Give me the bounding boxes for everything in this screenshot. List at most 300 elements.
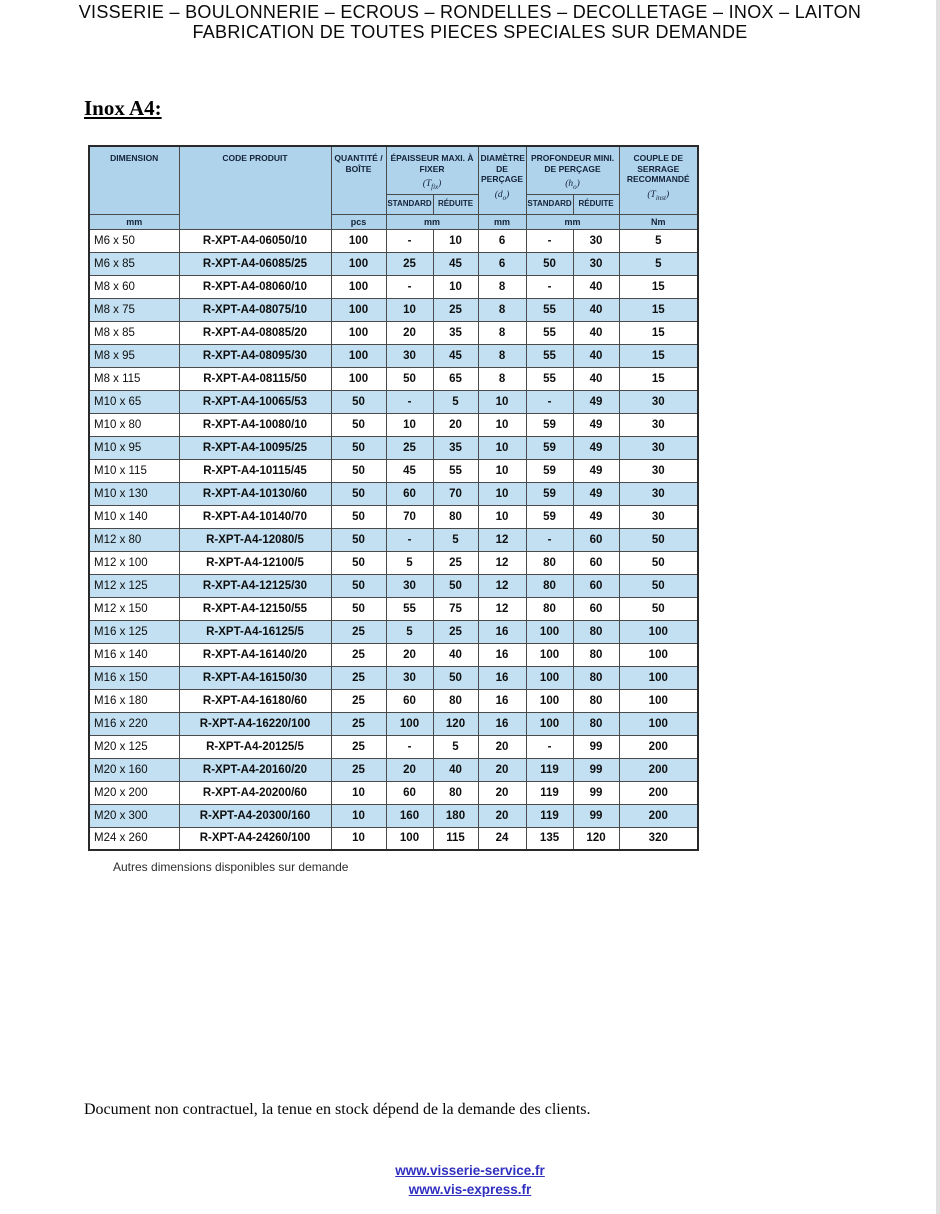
cell-torque: 320 <box>619 827 698 850</box>
cell-dia: 10 <box>478 505 526 528</box>
cell-torque: 200 <box>619 804 698 827</box>
document-header-line1: VISSERIE – BOULONNERIE – ECROUS – RONDELLES – DECOLLETAGE – INOX – LAITON <box>78 2 862 22</box>
cell-torque: 100 <box>619 689 698 712</box>
subheader-depth-standard: STANDARD <box>526 194 573 214</box>
cell-dimension: M10 x 130 <box>89 482 179 505</box>
cell-torque: 15 <box>619 367 698 390</box>
cell-code: R-XPT-A4-20125/5 <box>179 735 331 758</box>
cell-depth-std: 135 <box>526 827 573 850</box>
cell-fix-std: - <box>386 528 433 551</box>
table-row <box>89 574 698 597</box>
table-row <box>89 735 698 758</box>
cell-depth-red: 30 <box>573 252 619 275</box>
cell-fix-red: 75 <box>433 597 478 620</box>
cell-fix-red: 5 <box>433 390 478 413</box>
cell-code: R-XPT-A4-16220/100 <box>179 712 331 735</box>
cell-depth-red: 49 <box>573 482 619 505</box>
cell-depth-red: 80 <box>573 712 619 735</box>
unit-torque: Nm <box>619 214 698 229</box>
cell-code: R-XPT-A4-10140/70 <box>179 505 331 528</box>
cell-qty: 50 <box>331 528 386 551</box>
cell-qty: 25 <box>331 712 386 735</box>
cell-fix-red: 10 <box>433 275 478 298</box>
table-row <box>89 781 698 804</box>
cell-dia: 20 <box>478 781 526 804</box>
cell-torque: 30 <box>619 413 698 436</box>
cell-dimension: M8 x 75 <box>89 298 179 321</box>
cell-dimension: M10 x 140 <box>89 505 179 528</box>
table-row <box>89 505 698 528</box>
cell-depth-std: 119 <box>526 758 573 781</box>
footer-links <box>0 1161 940 1199</box>
table-row <box>89 459 698 482</box>
table-row <box>89 804 698 827</box>
subheader-thickness-reduced: RÉDUITE <box>433 194 478 214</box>
cell-code: R-XPT-A4-08075/10 <box>179 298 331 321</box>
cell-depth-std: 55 <box>526 344 573 367</box>
cell-code: R-XPT-A4-16150/30 <box>179 666 331 689</box>
cell-code: R-XPT-A4-20300/160 <box>179 804 331 827</box>
cell-torque: 30 <box>619 459 698 482</box>
cell-code: R-XPT-A4-10095/25 <box>179 436 331 459</box>
cell-fix-std: 25 <box>386 436 433 459</box>
table-row <box>89 275 698 298</box>
cell-fix-std: 10 <box>386 298 433 321</box>
table-row <box>89 597 698 620</box>
cell-depth-red: 60 <box>573 528 619 551</box>
cell-fix-red: 25 <box>433 298 478 321</box>
cell-dimension: M8 x 85 <box>89 321 179 344</box>
cell-fix-std: 60 <box>386 482 433 505</box>
cell-depth-red: 40 <box>573 298 619 321</box>
cell-depth-std: - <box>526 229 573 252</box>
cell-depth-red: 60 <box>573 551 619 574</box>
cell-dia: 10 <box>478 390 526 413</box>
cell-code: R-XPT-A4-06050/10 <box>179 229 331 252</box>
cell-dia: 10 <box>478 482 526 505</box>
cell-depth-std: 59 <box>526 505 573 528</box>
scan-edge-artifact <box>936 0 940 1214</box>
cell-qty: 100 <box>331 275 386 298</box>
cell-dimension: M16 x 180 <box>89 689 179 712</box>
cell-qty: 100 <box>331 321 386 344</box>
cell-dimension: M8 x 95 <box>89 344 179 367</box>
cell-fix-std: 45 <box>386 459 433 482</box>
table-row <box>89 551 698 574</box>
cell-qty: 25 <box>331 689 386 712</box>
torque-symbol: $(T_{inst})$ <box>647 189 670 202</box>
cell-torque: 30 <box>619 482 698 505</box>
cell-torque: 15 <box>619 344 698 367</box>
cell-depth-std: - <box>526 735 573 758</box>
cell-code: R-XPT-A4-10065/53 <box>179 390 331 413</box>
cell-fix-red: 50 <box>433 574 478 597</box>
cell-dia: 10 <box>478 459 526 482</box>
table-row <box>89 528 698 551</box>
cell-dimension: M10 x 95 <box>89 436 179 459</box>
thickness-symbol: $(T_{fix})$ <box>422 179 442 192</box>
cell-dia: 16 <box>478 689 526 712</box>
cell-depth-std: 55 <box>526 321 573 344</box>
cell-fix-std: 5 <box>386 551 433 574</box>
link-vis-express[interactable]: www.vis-express.fr <box>408 1182 532 1197</box>
cell-dia: 8 <box>478 275 526 298</box>
cell-dimension: M12 x 125 <box>89 574 179 597</box>
cell-fix-std: 100 <box>386 712 433 735</box>
cell-qty: 100 <box>331 344 386 367</box>
unit-diameter: mm <box>478 214 526 229</box>
table-row <box>89 390 698 413</box>
cell-dimension: M10 x 80 <box>89 413 179 436</box>
cell-fix-std: - <box>386 390 433 413</box>
cell-dia: 12 <box>478 528 526 551</box>
cell-fix-std: 20 <box>386 321 433 344</box>
cell-torque: 100 <box>619 620 698 643</box>
cell-code: R-XPT-A4-12080/5 <box>179 528 331 551</box>
cell-qty: 25 <box>331 758 386 781</box>
cell-fix-std: 30 <box>386 666 433 689</box>
diameter-symbol: $(d_o)$ <box>494 189 510 202</box>
cell-fix-red: 55 <box>433 459 478 482</box>
cell-fix-std: 10 <box>386 413 433 436</box>
cell-depth-std: 100 <box>526 689 573 712</box>
cell-depth-std: 100 <box>526 712 573 735</box>
cell-dimension: M10 x 65 <box>89 390 179 413</box>
cell-depth-red: 49 <box>573 459 619 482</box>
cell-fix-std: 25 <box>386 252 433 275</box>
cell-fix-red: 50 <box>433 666 478 689</box>
cell-depth-red: 40 <box>573 367 619 390</box>
cell-code: R-XPT-A4-12100/5 <box>179 551 331 574</box>
col-header-thickness: ÉPAISSEUR MAXI. À FIXER $(T_{fix})$ <box>386 146 478 194</box>
col-header-dimension: DIMENSION <box>89 146 179 214</box>
cell-torque: 30 <box>619 390 698 413</box>
cell-depth-red: 40 <box>573 321 619 344</box>
col-header-code: CODE PRODUIT <box>179 146 331 229</box>
table-row <box>89 321 698 344</box>
cell-fix-std: 100 <box>386 827 433 850</box>
cell-dia: 8 <box>478 367 526 390</box>
cell-fix-red: 5 <box>433 735 478 758</box>
cell-depth-red: 80 <box>573 620 619 643</box>
cell-code: R-XPT-A4-20160/20 <box>179 758 331 781</box>
table-row <box>89 689 698 712</box>
cell-qty: 10 <box>331 804 386 827</box>
col-header-diameter: DIAMÈTRE DE PERÇAGE $(d_o)$ <box>478 146 526 214</box>
cell-fix-red: 5 <box>433 528 478 551</box>
cell-qty: 50 <box>331 482 386 505</box>
cell-fix-red: 80 <box>433 689 478 712</box>
cell-depth-std: 100 <box>526 643 573 666</box>
cell-torque: 200 <box>619 758 698 781</box>
cell-fix-std: 50 <box>386 367 433 390</box>
cell-code: R-XPT-A4-16180/60 <box>179 689 331 712</box>
cell-fix-red: 20 <box>433 413 478 436</box>
cell-qty: 100 <box>331 367 386 390</box>
table-row <box>89 229 698 252</box>
cell-dia: 8 <box>478 344 526 367</box>
cell-dia: 20 <box>478 758 526 781</box>
cell-depth-std: 59 <box>526 482 573 505</box>
cell-depth-red: 99 <box>573 781 619 804</box>
cell-qty: 25 <box>331 643 386 666</box>
cell-depth-red: 120 <box>573 827 619 850</box>
cell-code: R-XPT-A4-16125/5 <box>179 620 331 643</box>
cell-dimension: M8 x 60 <box>89 275 179 298</box>
cell-qty: 10 <box>331 781 386 804</box>
section-title: Inox A4: <box>84 96 162 120</box>
cell-qty: 50 <box>331 413 386 436</box>
cell-torque: 50 <box>619 528 698 551</box>
cell-depth-std: 119 <box>526 781 573 804</box>
cell-code: R-XPT-A4-20200/60 <box>179 781 331 804</box>
cell-fix-red: 120 <box>433 712 478 735</box>
cell-dia: 16 <box>478 712 526 735</box>
cell-depth-std: 55 <box>526 367 573 390</box>
document-header <box>0 2 940 42</box>
subheader-thickness-standard: STANDARD <box>386 194 433 214</box>
unit-thickness: mm <box>386 214 478 229</box>
cell-fix-red: 180 <box>433 804 478 827</box>
cell-depth-std: 50 <box>526 252 573 275</box>
cell-dia: 16 <box>478 666 526 689</box>
cell-depth-std: - <box>526 528 573 551</box>
table-row <box>89 252 698 275</box>
cell-dimension: M12 x 150 <box>89 597 179 620</box>
cell-depth-std: 119 <box>526 804 573 827</box>
cell-code: R-XPT-A4-08085/20 <box>179 321 331 344</box>
cell-fix-std: 60 <box>386 689 433 712</box>
cell-fix-red: 45 <box>433 344 478 367</box>
cell-depth-red: 40 <box>573 344 619 367</box>
cell-fix-red: 35 <box>433 321 478 344</box>
cell-depth-red: 80 <box>573 666 619 689</box>
document-header-line2: FABRICATION DE TOUTES PIECES SPECIALES SUR DEMANDE <box>192 22 748 42</box>
cell-depth-std: 55 <box>526 298 573 321</box>
cell-qty: 100 <box>331 252 386 275</box>
cell-torque: 100 <box>619 712 698 735</box>
cell-fix-std: 30 <box>386 574 433 597</box>
table-header <box>89 146 698 229</box>
cell-fix-std: 20 <box>386 643 433 666</box>
cell-depth-red: 49 <box>573 436 619 459</box>
cell-qty: 50 <box>331 574 386 597</box>
cell-fix-red: 70 <box>433 482 478 505</box>
link-visserie-service[interactable]: www.visserie-service.fr <box>395 1163 545 1178</box>
cell-depth-std: - <box>526 275 573 298</box>
table-row <box>89 758 698 781</box>
cell-torque: 15 <box>619 298 698 321</box>
cell-torque: 50 <box>619 574 698 597</box>
table-row <box>89 413 698 436</box>
cell-fix-std: 160 <box>386 804 433 827</box>
cell-fix-std: - <box>386 735 433 758</box>
cell-dia: 12 <box>478 597 526 620</box>
cell-code: R-XPT-A4-12150/55 <box>179 597 331 620</box>
cell-depth-red: 80 <box>573 643 619 666</box>
cell-qty: 10 <box>331 827 386 850</box>
cell-depth-red: 60 <box>573 597 619 620</box>
col-header-depth: PROFONDEUR MINI. DE PERÇAGE $(h_o)$ <box>526 146 619 194</box>
table-row <box>89 344 698 367</box>
cell-dimension: M10 x 115 <box>89 459 179 482</box>
cell-torque: 30 <box>619 505 698 528</box>
cell-code: R-XPT-A4-24260/100 <box>179 827 331 850</box>
cell-fix-red: 80 <box>433 505 478 528</box>
cell-depth-red: 49 <box>573 413 619 436</box>
cell-fix-std: 5 <box>386 620 433 643</box>
cell-dimension: M20 x 125 <box>89 735 179 758</box>
cell-dimension: M6 x 85 <box>89 252 179 275</box>
cell-qty: 50 <box>331 505 386 528</box>
cell-depth-std: 80 <box>526 597 573 620</box>
cell-depth-red: 99 <box>573 758 619 781</box>
cell-qty: 100 <box>331 298 386 321</box>
cell-dia: 20 <box>478 804 526 827</box>
cell-depth-std: - <box>526 390 573 413</box>
cell-depth-red: 40 <box>573 275 619 298</box>
cell-qty: 50 <box>331 597 386 620</box>
table-row <box>89 482 698 505</box>
cell-torque: 200 <box>619 781 698 804</box>
cell-qty: 50 <box>331 390 386 413</box>
table-note: Autres dimensions disponibles sur demande <box>113 860 349 874</box>
cell-dimension: M20 x 200 <box>89 781 179 804</box>
cell-torque: 15 <box>619 321 698 344</box>
table-row <box>89 712 698 735</box>
cell-dia: 16 <box>478 620 526 643</box>
cell-dia: 10 <box>478 413 526 436</box>
cell-fix-std: 30 <box>386 344 433 367</box>
cell-qty: 50 <box>331 551 386 574</box>
cell-fix-std: 60 <box>386 781 433 804</box>
cell-depth-red: 99 <box>573 804 619 827</box>
cell-torque: 15 <box>619 275 698 298</box>
cell-fix-red: 115 <box>433 827 478 850</box>
cell-dimension: M24 x 260 <box>89 827 179 850</box>
cell-qty: 25 <box>331 666 386 689</box>
cell-dia: 12 <box>478 574 526 597</box>
cell-fix-red: 10 <box>433 229 478 252</box>
cell-dimension: M6 x 50 <box>89 229 179 252</box>
cell-torque: 100 <box>619 643 698 666</box>
cell-qty: 50 <box>331 459 386 482</box>
cell-fix-std: 20 <box>386 758 433 781</box>
cell-dimension: M20 x 300 <box>89 804 179 827</box>
cell-depth-red: 99 <box>573 735 619 758</box>
cell-fix-std: 55 <box>386 597 433 620</box>
cell-dia: 6 <box>478 229 526 252</box>
cell-fix-red: 65 <box>433 367 478 390</box>
cell-depth-std: 100 <box>526 666 573 689</box>
cell-torque: 5 <box>619 229 698 252</box>
cell-code: R-XPT-A4-08060/10 <box>179 275 331 298</box>
cell-dia: 12 <box>478 551 526 574</box>
cell-dimension: M12 x 100 <box>89 551 179 574</box>
cell-dia: 8 <box>478 321 526 344</box>
cell-fix-std: 70 <box>386 505 433 528</box>
cell-dimension: M20 x 160 <box>89 758 179 781</box>
col-header-torque: COUPLE DE SERRAGE RECOMMANDÉ $(T_{inst})$ <box>619 146 698 214</box>
cell-dia: 20 <box>478 735 526 758</box>
disclaimer-text: Document non contractuel, la tenue en stock dépend de la demande des clients. <box>84 1101 591 1118</box>
cell-code: R-XPT-A4-10130/60 <box>179 482 331 505</box>
cell-fix-std: - <box>386 275 433 298</box>
cell-depth-red: 49 <box>573 505 619 528</box>
table-row <box>89 827 698 850</box>
cell-dia: 10 <box>478 436 526 459</box>
cell-depth-std: 80 <box>526 551 573 574</box>
product-table <box>88 145 699 851</box>
table-row <box>89 298 698 321</box>
table-row <box>89 367 698 390</box>
table-row <box>89 436 698 459</box>
cell-code: R-XPT-A4-10080/10 <box>179 413 331 436</box>
cell-dia: 16 <box>478 643 526 666</box>
cell-torque: 50 <box>619 551 698 574</box>
cell-torque: 5 <box>619 252 698 275</box>
cell-depth-std: 59 <box>526 413 573 436</box>
cell-code: R-XPT-A4-16140/20 <box>179 643 331 666</box>
cell-code: R-XPT-A4-08095/30 <box>179 344 331 367</box>
cell-torque: 30 <box>619 436 698 459</box>
cell-fix-red: 25 <box>433 620 478 643</box>
table-row <box>89 620 698 643</box>
cell-dimension: M12 x 80 <box>89 528 179 551</box>
cell-fix-red: 40 <box>433 758 478 781</box>
cell-code: R-XPT-A4-12125/30 <box>179 574 331 597</box>
cell-torque: 100 <box>619 666 698 689</box>
unit-dimension: mm <box>89 214 179 229</box>
unit-depth: mm <box>526 214 619 229</box>
cell-dia: 6 <box>478 252 526 275</box>
table-row <box>89 666 698 689</box>
cell-depth-red: 30 <box>573 229 619 252</box>
cell-code: R-XPT-A4-06085/25 <box>179 252 331 275</box>
cell-qty: 25 <box>331 735 386 758</box>
cell-depth-std: 59 <box>526 459 573 482</box>
table-row <box>89 643 698 666</box>
cell-dimension: M16 x 220 <box>89 712 179 735</box>
cell-dimension: M8 x 115 <box>89 367 179 390</box>
cell-depth-red: 80 <box>573 689 619 712</box>
cell-fix-std: - <box>386 229 433 252</box>
cell-torque: 200 <box>619 735 698 758</box>
cell-fix-red: 45 <box>433 252 478 275</box>
unit-quantity: pcs <box>331 214 386 229</box>
cell-code: R-XPT-A4-08115/50 <box>179 367 331 390</box>
cell-dia: 24 <box>478 827 526 850</box>
cell-dimension: M16 x 140 <box>89 643 179 666</box>
cell-torque: 50 <box>619 597 698 620</box>
cell-depth-std: 59 <box>526 436 573 459</box>
cell-code: R-XPT-A4-10115/45 <box>179 459 331 482</box>
subheader-depth-reduced: RÉDUITE <box>573 194 619 214</box>
cell-fix-red: 35 <box>433 436 478 459</box>
table-body <box>89 229 698 850</box>
cell-qty: 100 <box>331 229 386 252</box>
cell-depth-red: 49 <box>573 390 619 413</box>
cell-depth-std: 100 <box>526 620 573 643</box>
cell-dimension: M16 x 150 <box>89 666 179 689</box>
cell-depth-std: 80 <box>526 574 573 597</box>
cell-qty: 25 <box>331 620 386 643</box>
cell-fix-red: 40 <box>433 643 478 666</box>
cell-dia: 8 <box>478 298 526 321</box>
cell-fix-red: 80 <box>433 781 478 804</box>
cell-depth-red: 60 <box>573 574 619 597</box>
depth-symbol: $(h_o)$ <box>565 179 580 192</box>
